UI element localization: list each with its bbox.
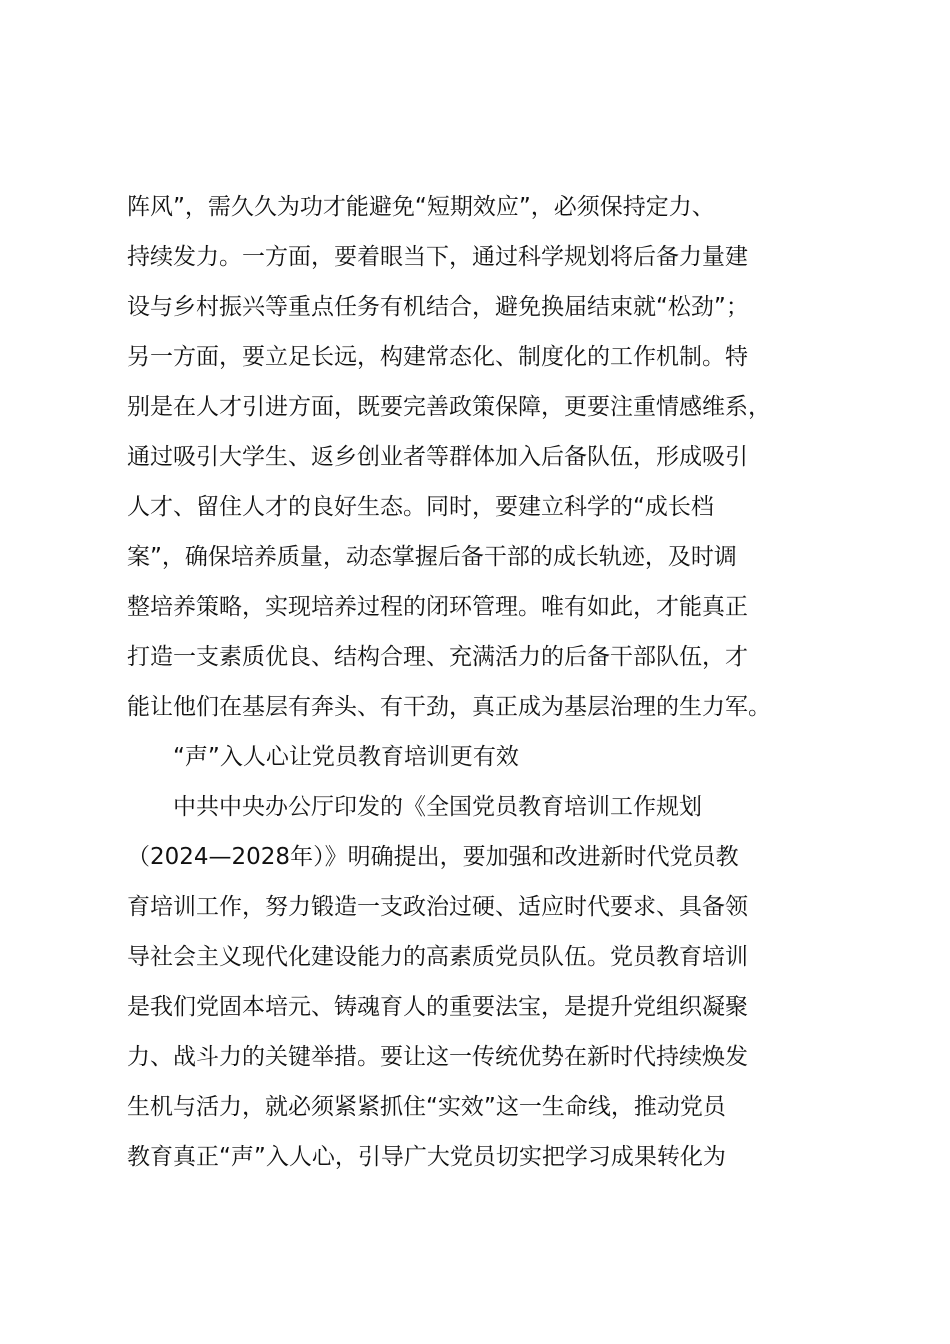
- body-line: 生机与活力，就必须紧紧抓住“实效”这一生命线，推动党员: [127, 1094, 726, 1120]
- body-line: 力、战斗力的关键举措。要让这一传统优势在新时代持续焕发: [127, 1044, 748, 1070]
- body-line: 阵风”，需久久为功才能避免“短期效应”，必须保持定力、: [127, 194, 715, 220]
- body-line: 另一方面，要立足长远，构建常态化、制度化的工作机制。特: [127, 344, 748, 370]
- body-line: 通过吸引大学生、返乡创业者等群体加入后备队伍，形成吸引: [127, 444, 748, 470]
- body-line: 教育真正“声”入人心，引导广大党员切实把学习成果转化为: [127, 1144, 726, 1170]
- body-line: 打造一支素质优良、结构合理、充满活力的后备干部队伍，才: [127, 644, 748, 670]
- body-line: 育培训工作，努力锻造一支政治过硬、适应时代要求、具备领: [127, 894, 748, 920]
- body-line: 案”，确保培养质量，动态掌握后备干部的成长轨迹，及时调: [127, 544, 737, 570]
- body-line: （2024—2028年）》明确提出，要加强和改进新时代党员教: [127, 844, 739, 870]
- body-line: 人才、留住人才的良好生态。同时，要建立科学的“成长档: [127, 494, 714, 520]
- body-line: 中共中央办公厅印发的《全国党员教育培训工作规划: [173, 794, 702, 820]
- body-line: 是我们党固本培元、铸魂育人的重要法宝，是提升党组织凝聚: [127, 994, 748, 1020]
- body-line: 持续发力。一方面，要着眼当下，通过科学规划将后备力量建: [127, 244, 748, 270]
- body-line: 导社会主义现代化建设能力的高素质党员队伍。党员教育培训: [127, 944, 748, 970]
- body-line: 整培养策略，实现培养过程的闭环管理。唯有如此，才能真正: [127, 594, 748, 620]
- body-line: 能让他们在基层有奔头、有干劲，真正成为基层治理的生力军。: [127, 694, 771, 720]
- body-line: 别是在人才引进方面，既要完善政策保障，更要注重情感维系，: [127, 394, 771, 420]
- body-line: 设与乡村振兴等重点任务有机结合，避免换届结束就“松劲”；: [127, 294, 749, 320]
- section-heading: “声”入人心让党员教育培训更有效: [173, 744, 519, 770]
